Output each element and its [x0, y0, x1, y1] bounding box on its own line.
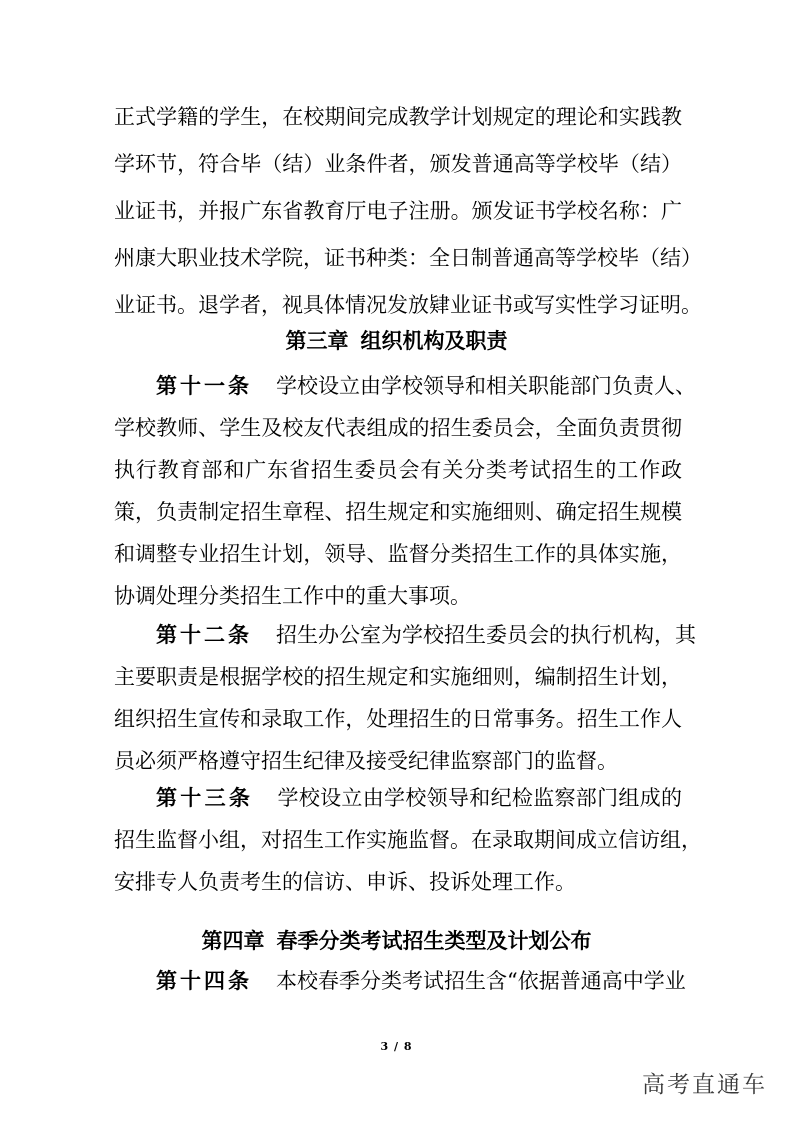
- article-text: 本校春季分类考试招生含“依据普通高中学业: [276, 969, 686, 993]
- article-first-line: [156, 620, 696, 650]
- article-label: 第十二条: [156, 623, 252, 647]
- chapter-number: 第三章: [285, 329, 349, 353]
- article-text: 学校设立由学校领导和相关职能部门负责人、: [276, 374, 696, 398]
- chapter-heading: [0, 0, 793, 30]
- paragraph-line: 业证书，并报广东省教育厅电子注册。颁发证书学校名称：广: [114, 199, 682, 223]
- chapter-number: 第四章: [201, 929, 265, 953]
- chapter-title: 春季分类考试招生类型及计划公布: [276, 929, 592, 953]
- paragraph-line: 执行教育部和广东省招生委员会有关分类考试招生的工作政: [114, 458, 682, 482]
- article-label: 第十三条: [156, 786, 254, 810]
- paragraph-line: 安排专人负责考生的信访、申诉、投诉处理工作。: [114, 870, 576, 894]
- paragraph-line: 业证书。退学者，视具体情况发放肄业证书或写实性学习证明。: [114, 293, 702, 317]
- paragraph-line: 招生监督小组，对招生工作实施监督。在录取期间成立信访组，: [114, 828, 702, 852]
- article-text: 学校设立由学校领导和纪检监察部门组成的: [277, 786, 682, 810]
- chapter-heading: [0, 926, 793, 956]
- article-first-line: [156, 966, 686, 996]
- watermark-text: 高考直通车: [642, 1072, 767, 1098]
- article-first-line: [156, 371, 696, 401]
- paragraph-line: 组织招生宣传和录取工作，处理招生的日常事务。招生工作人: [114, 707, 682, 731]
- paragraph-line: 州康大职业技术学院，证书种类：全日制普通高等学校毕（结）: [114, 246, 702, 270]
- paragraph-line: 员必须严格遵守招生纪律及接受纪律监察部门的监督。: [114, 749, 618, 773]
- chapter-title: 组织机构及职责: [360, 329, 508, 353]
- article-label: 第十一条: [156, 374, 252, 398]
- paragraph-line: 和调整专业招生计划，领导、监督分类招生工作的具体实施，: [114, 542, 682, 566]
- paragraph-line: 学环节，符合毕（结）业条件者，颁发普通高等学校毕（结）: [114, 152, 682, 176]
- article-text: 招生办公室为学校招生委员会的执行机构，其: [276, 623, 696, 647]
- paragraph-line: 协调处理分类招生工作中的重大事项。: [114, 584, 471, 608]
- paragraph-line: 策，负责制定招生章程、招生规定和实施细则、确定招生规模: [114, 500, 682, 524]
- chapter-heading: [0, 326, 793, 356]
- paragraph-line: 主要职责是根据学校的招生规定和实施细则，编制招生计划，: [114, 665, 682, 689]
- page-number: 3 / 8: [380, 1040, 413, 1053]
- article-first-line: [156, 783, 682, 813]
- paragraph-line: 正式学籍的学生，在校期间完成教学计划规定的理论和实践教: [114, 105, 682, 129]
- paragraph-line: 学校教师、学生及校友代表组成的招生委员会，全面负责贯彻: [114, 416, 682, 440]
- article-label: 第十四条: [156, 969, 252, 993]
